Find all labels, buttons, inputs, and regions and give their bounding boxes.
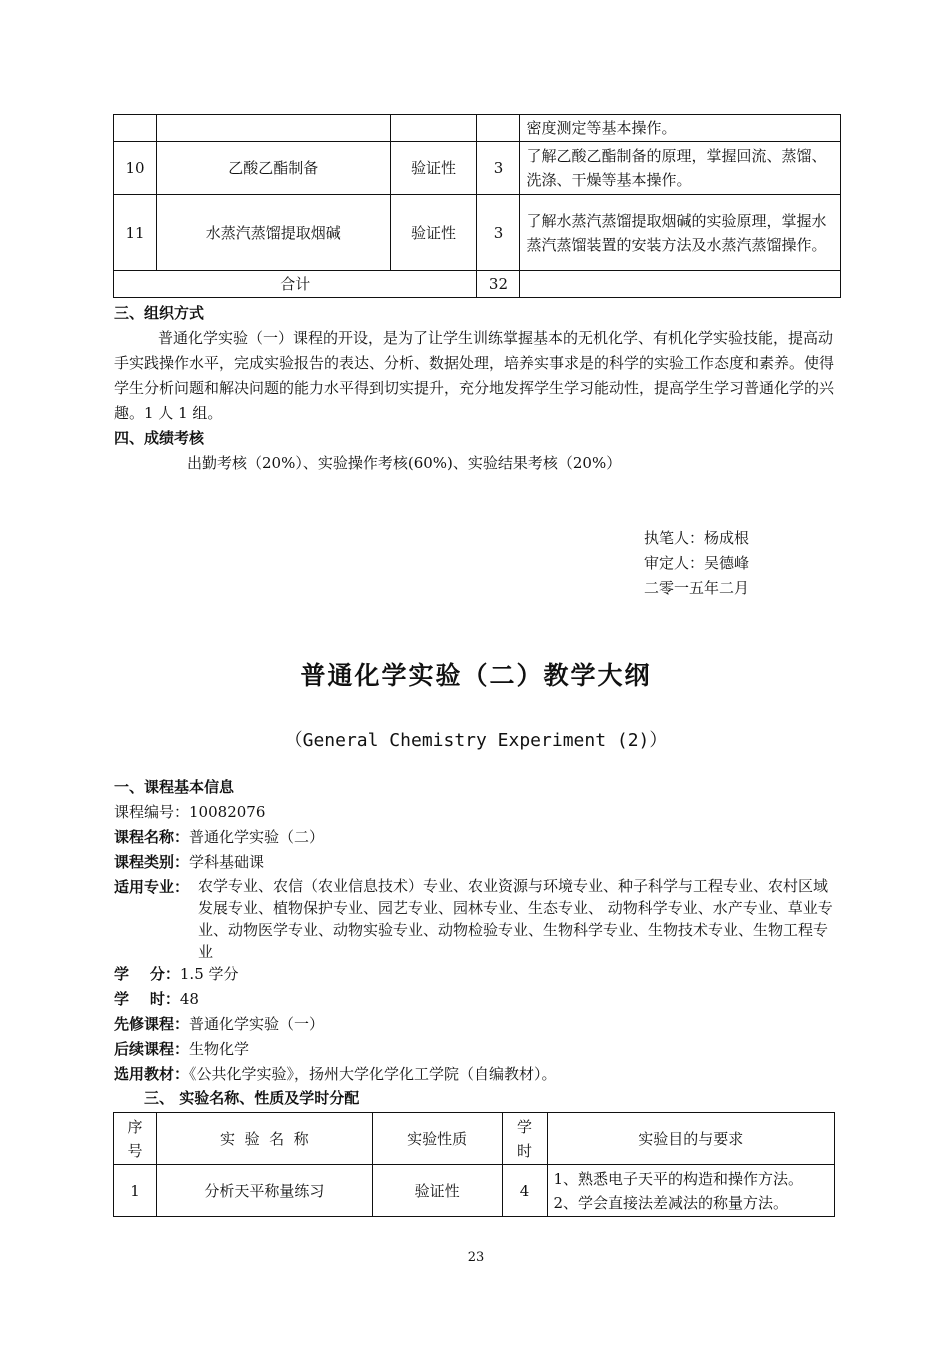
date-line: 二零一五年二月	[644, 579, 750, 597]
textbook-value: 《公共化学实验》，扬州大学化学化工学院（自编教材）。	[189, 1065, 557, 1083]
textbook-line	[114, 1062, 557, 1087]
experiment-name: 分析天平称量练习	[156, 1165, 372, 1217]
row-number: 11	[114, 195, 157, 271]
document-subtitle: （General Chemistry Experiment (2)）	[284, 730, 668, 751]
followup-label: 后续课程：	[114, 1040, 190, 1058]
hours-value: 48	[179, 990, 199, 1008]
course-name-label: 课程名称：	[114, 828, 190, 846]
header-requirement: 实验目的与要求	[547, 1113, 835, 1165]
course-type-line	[114, 850, 264, 875]
top-experiment-table	[113, 114, 841, 298]
followup-line	[114, 1037, 249, 1062]
grading-text: 出勤考核（20%）、实验操作考核(60%)、实验结果考核（20%）	[187, 454, 622, 472]
total-row	[114, 271, 841, 298]
section-heading-organization: 三、组织方式	[114, 304, 205, 322]
section-heading-grading: 四、成绩考核	[114, 429, 205, 447]
course-code: 10082076	[189, 803, 266, 821]
course-code-line	[114, 800, 265, 825]
document-title: 普通化学实验（二）教学大纲	[300, 661, 652, 690]
credits-line	[114, 962, 239, 987]
total-hours: 32	[477, 271, 520, 298]
followup-value: 生物化学	[189, 1040, 250, 1058]
table-row	[114, 142, 841, 195]
bottom-experiment-table	[113, 1112, 835, 1217]
experiment-hours: 4	[502, 1165, 547, 1217]
course-type-label: 课程类别：	[114, 853, 190, 871]
experiment-hours: 3	[477, 142, 520, 195]
requirement-cell	[547, 1165, 835, 1217]
course-type: 学科基础课	[189, 853, 265, 871]
requirement-cell: 了解乙酸乙酯制备的原理，掌握回流、蒸馏、洗涤、干燥等基本操作。	[520, 142, 841, 195]
credits-value: 1.5 学分	[179, 965, 239, 983]
prereq-label: 先修课程：	[114, 1015, 190, 1033]
author-line: 执笔人：杨成根	[644, 529, 750, 547]
experiment-hours: 3	[477, 195, 520, 271]
header-name: 实 验 名 称	[156, 1113, 372, 1165]
experiment-nature: 验证性	[390, 195, 477, 271]
table-row	[114, 195, 841, 271]
page-number: 23	[467, 1250, 485, 1265]
row-number: 10	[114, 142, 157, 195]
requirement-cell: 了解水蒸汽蒸馏提取烟碱的实验原理，掌握水蒸汽蒸馏装置的安装方法及水蒸汽蒸馏操作。	[520, 195, 841, 271]
majors-list: 农学专业、农信（农业信息技术）专业、农业资源与环境专业、种子科学与工程专业、农村区域发展专业、植物保护专业、园艺专业、园林专业、生态专业、 动物科学专业、水产专业、草业专业、动物医学专业、动物实验专业、动物检验专业、生物科学专业、生物技术专业、生物工程专业	[198, 877, 833, 961]
experiment-name: 乙酸乙酯制备	[156, 142, 390, 195]
requirement-cell: 密度测定等基本操作。	[520, 115, 841, 142]
section-heading-allocation: 三、 实验名称、性质及学时分配	[144, 1089, 360, 1107]
course-name: 普通化学实验（二）	[189, 828, 325, 846]
table-header-row	[114, 1113, 835, 1165]
experiment-nature: 验证性	[390, 142, 477, 195]
header-hours: 学时	[502, 1113, 547, 1165]
credits-label: 学 分：	[114, 965, 180, 983]
hours-label: 学 时：	[114, 990, 180, 1008]
course-code-label: 课程编号：	[114, 803, 190, 821]
majors-label: 适用专业：	[114, 878, 190, 896]
course-name-line	[114, 825, 324, 850]
organization-paragraph: 普通化学实验（一）课程的开设，是为了让学生训练掌握基本的无机化学、有机化学实验技能，提高动手实践操作水平，完成实验报告的表达、分析、数据处理，培养实事求是的科学的实验工作态度和素养。使得学生分析问题和解决问题的能力水平得到切实提升，充分地发挥学生学习能动性，提高学生学习普通化学的兴趣。1 人 1 组。	[114, 329, 835, 422]
experiment-name: 水蒸汽蒸馏提取烟碱	[156, 195, 390, 271]
textbook-label: 选用教材：	[114, 1065, 190, 1083]
section-heading-basic-info: 一、课程基本信息	[114, 778, 235, 796]
header-no: 序号	[114, 1113, 157, 1165]
reviewer-line: 审定人：吴德峰	[644, 554, 750, 572]
table-row	[114, 1165, 835, 1217]
prereq-line	[114, 1012, 324, 1037]
table-row	[114, 115, 841, 142]
experiment-nature: 验证性	[372, 1165, 502, 1217]
hours-line	[114, 987, 199, 1012]
requirement-line: 1、熟悉电子天平的构造和操作方法。	[553, 1169, 804, 1188]
signature-block	[644, 526, 749, 601]
requirement-line: 2、学会直接法差减法的称量方法。	[553, 1193, 789, 1212]
prereq-value: 普通化学实验（一）	[189, 1015, 325, 1033]
header-nature: 实验性质	[372, 1113, 502, 1165]
row-number: 1	[114, 1165, 157, 1217]
total-label: 合计	[114, 271, 477, 298]
